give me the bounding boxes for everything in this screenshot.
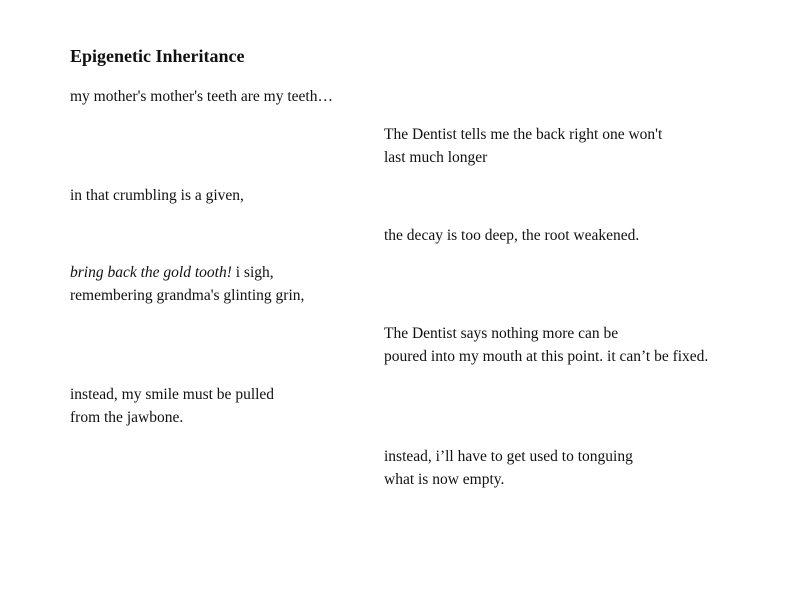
poem-line: poured into my mouth at this point. it can’t be fixed. (384, 347, 709, 365)
poem-line (70, 262, 304, 285)
poem-line: instead, i’ll have to get used to tonguing (384, 448, 633, 465)
stanza-8 (384, 446, 633, 491)
poem-line: instead, my smile must be pulled (70, 386, 275, 403)
poem-line: last much longer (384, 148, 488, 166)
stanza-3 (70, 185, 244, 208)
italic-phrase: bring back the gold tooth! (70, 264, 232, 281)
line-text: i sigh, (231, 264, 274, 281)
poem-title: Epigenetic Inheritance (70, 46, 245, 66)
poem-line: what is now empty. (384, 470, 505, 488)
poem-line: The Dentist tells me the back right one won't (384, 126, 663, 143)
poem-line: my mother's mother's teeth are my teeth… (70, 88, 333, 105)
stanza-5 (70, 262, 304, 307)
stanza-1 (70, 86, 333, 109)
poem-line: in that crumbling is a given, (70, 187, 244, 204)
stanza-4 (384, 225, 639, 248)
stanza-2 (384, 124, 662, 169)
stanza-7 (70, 384, 274, 429)
poem-line: The Dentist says nothing more can be (384, 325, 619, 342)
stanza-6 (384, 323, 708, 368)
poem-line: the decay is too deep, the root weakened. (384, 227, 640, 244)
poem-line: from the jawbone. (70, 408, 184, 426)
poem-line: remembering grandma's glinting grin, (70, 286, 305, 304)
